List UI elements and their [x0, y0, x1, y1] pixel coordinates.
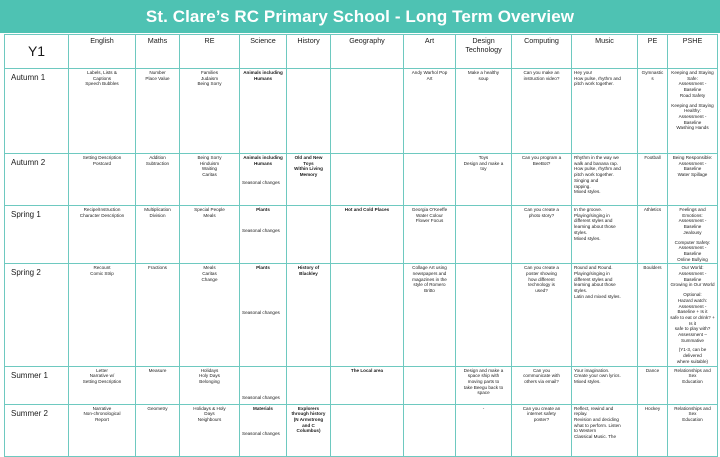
cell-line: BeeBot? — [532, 160, 551, 166]
cell-line: replay. — [574, 411, 588, 417]
cell-line: Explorers — [297, 405, 320, 411]
cell-line: Latin and mixed styles. — [574, 293, 621, 299]
subject-header: Art — [404, 35, 456, 69]
term-row — [5, 264, 718, 366]
cell-line: technology is — [528, 282, 555, 288]
science-cell — [240, 404, 287, 456]
cell-line: styles. — [574, 288, 588, 294]
cell-line: what to perform. Listen — [574, 422, 621, 428]
term-name: Summer 2 — [5, 404, 69, 456]
cell-line: Mixed styles. — [574, 378, 601, 384]
cell-line: Humans — [253, 75, 273, 81]
cell-line: Animals including — [243, 155, 283, 160]
cell-line: Road Safety — [679, 92, 706, 98]
term-name: Autumn 1 — [5, 69, 69, 154]
cell-line: Narrative w/ — [89, 373, 115, 379]
cell-line: Can you create an — [522, 405, 561, 411]
science-seasonal-note: Seasonal changes — [242, 394, 280, 400]
term-row — [5, 404, 718, 456]
geography-cell — [331, 206, 404, 264]
cell-line: through history — [291, 411, 326, 417]
re-cell — [180, 206, 240, 264]
cell-line: and C — [302, 422, 315, 428]
cell-line: Computer Safety: — [674, 239, 711, 245]
design-technology-cell — [456, 264, 512, 366]
cell-line: Assessment - Baseline — [678, 113, 707, 125]
cell-line: (Y1-3, can be delivered — [678, 347, 707, 359]
music-cell — [572, 404, 638, 456]
history-cell — [287, 154, 331, 206]
cell-line: Assessment - Baseline — [678, 271, 707, 282]
cell-line: Fractions — [148, 265, 167, 271]
cell-line: Narrative — [92, 405, 112, 411]
cell-line: Judaism — [200, 75, 219, 81]
overview-table — [4, 34, 718, 457]
art-cell — [404, 69, 456, 154]
cell-line: Character Description — [79, 212, 125, 218]
re-cell — [180, 366, 240, 404]
cell-line: poster? — [533, 416, 550, 422]
cell-line: poster showing — [526, 271, 557, 277]
cell-line: Meals — [203, 212, 216, 218]
geography-cell — [331, 366, 404, 404]
subject-header: Maths — [136, 35, 180, 69]
cell-line: magazines in the — [412, 276, 447, 282]
cell-line: Assessment – Summative — [678, 332, 707, 343]
cell-line: Hey you! — [574, 70, 593, 75]
term-name: Spring 2 — [5, 264, 69, 366]
cell-line: rapping. — [574, 183, 591, 189]
page-banner — [0, 0, 720, 33]
cell-line: Assessment - Baseline + Is it — [677, 303, 708, 315]
pshe-cell — [668, 366, 718, 404]
cell-line: Water Colour — [416, 212, 443, 218]
cell-line: Animals including — [243, 70, 283, 75]
science-seasonal-note: Seasonal changes — [242, 228, 280, 233]
cell-line: Non-chronological — [83, 411, 121, 417]
science-cell — [240, 206, 287, 264]
cell-line: Materials — [253, 405, 273, 411]
cell-line: Recipe/Instruction — [83, 207, 121, 212]
computing-cell — [512, 69, 572, 154]
page-title: St. Clare’s RC Primary School - Long Term Overview — [145, 6, 575, 26]
cell-line: Setting Description — [82, 378, 122, 384]
cell-line: Singing and — [574, 177, 599, 183]
english-cell — [69, 404, 136, 456]
cell-line: Measure — [148, 367, 167, 373]
cell-line: Art — [426, 75, 433, 81]
cell-line: Captions — [92, 75, 112, 81]
subject-header: Computing — [512, 35, 572, 69]
cell-line: Postcard — [92, 160, 112, 166]
maths-cell — [136, 366, 180, 404]
term-name: Spring 1 — [5, 206, 69, 264]
cell-line: Reflect, rewind and — [574, 405, 614, 411]
design-technology-cell — [456, 366, 512, 404]
english-cell — [69, 154, 136, 206]
cell-line: Assessment - Baseline — [678, 218, 707, 230]
subject-header: Science — [240, 35, 287, 69]
maths-cell — [136, 154, 180, 206]
cell-line: Plants — [256, 265, 270, 271]
science-cell — [240, 264, 287, 366]
english-cell — [69, 264, 136, 366]
cell-line: Athletics — [643, 207, 662, 212]
cell-line: Healthy: — [684, 108, 701, 114]
cell-line: Rhythm in the way we — [574, 155, 619, 160]
history-cell — [287, 404, 331, 456]
pshe-cell — [668, 69, 718, 154]
cell-line: Geometry — [147, 405, 168, 411]
cell-line: Make a healthy — [467, 70, 500, 75]
cell-line: Caritas — [202, 271, 217, 277]
cell-line: Online Bullying — [677, 256, 708, 262]
cell-line: Assessment - Baseline — [678, 160, 707, 172]
english-cell — [69, 366, 136, 404]
cell-line: soup — [478, 75, 489, 81]
cell-line: Days — [204, 411, 215, 417]
cell-line: Belonging — [199, 378, 220, 384]
cell-line: The Local area — [350, 367, 384, 373]
subject-header: PSHE — [668, 35, 718, 69]
cell-line: Can you program a — [521, 155, 562, 160]
pshe-cell — [668, 154, 718, 206]
cell-line: Classical Music. The — [574, 434, 617, 440]
cell-line: Report — [95, 416, 109, 422]
cell-line: Education — [682, 416, 703, 422]
cell-line: Keeping and Staying — [671, 102, 714, 108]
design-technology-cell — [456, 404, 512, 456]
cell-line: Assessment - Baseline — [678, 245, 707, 256]
cell-line: Andy Warhol Pop — [411, 70, 448, 75]
design-technology-cell — [456, 69, 512, 154]
cell-line: space ship with — [467, 373, 500, 379]
cell-line: Number — [149, 70, 166, 75]
cell-line: - — [482, 405, 485, 411]
cell-line: Our World: — [681, 265, 704, 271]
cell-line: Hot and Cold Places — [344, 207, 390, 212]
cell-line: Place Value — [145, 75, 170, 81]
science-seasonal-note: Seasonal changes — [242, 310, 280, 316]
cell-line: where suitable) — [676, 358, 709, 364]
cell-line: Recount — [93, 265, 111, 271]
science-cell — [240, 366, 287, 404]
re-cell — [180, 264, 240, 366]
computing-cell — [512, 366, 572, 404]
science-cell — [240, 154, 287, 206]
subject-header: PE — [638, 35, 668, 69]
history-cell — [287, 206, 331, 264]
cell-line: different styles and — [574, 218, 613, 224]
term-row — [5, 154, 718, 206]
term-row — [5, 206, 718, 264]
maths-cell — [136, 264, 180, 366]
cell-line: Speech Bubbles — [85, 81, 119, 87]
computing-cell — [512, 264, 572, 366]
music-cell — [572, 154, 638, 206]
cell-line: Change — [201, 276, 218, 282]
header-row — [5, 35, 718, 69]
geography-cell — [331, 264, 404, 366]
cell-line: Keeping and Staying Safe: — [671, 70, 714, 81]
art-cell — [404, 264, 456, 366]
cell-line: Being Sorry — [197, 81, 222, 87]
subject-header: English — [69, 35, 136, 69]
cell-line: Hazard watch: — [677, 297, 708, 303]
cell-line: How pulse, rhythm and — [574, 166, 621, 172]
re-cell — [180, 404, 240, 456]
music-cell — [572, 366, 638, 404]
cell-line: Holidays — [200, 367, 219, 373]
design-technology-cell — [456, 154, 512, 206]
term-name: Autumn 2 — [5, 154, 69, 206]
computing-cell — [512, 206, 572, 264]
cell-line: Create your own lyrics. — [574, 373, 621, 379]
cell-line: Relationships and Sex — [674, 367, 711, 379]
cell-line: Collage Art using — [412, 265, 447, 271]
cell-line: Division — [149, 212, 166, 218]
pe-cell — [638, 264, 668, 366]
pe-cell — [638, 154, 668, 206]
music-cell — [572, 69, 638, 154]
cell-line: Within Living — [294, 166, 323, 172]
term-row — [5, 366, 718, 404]
cell-line: Growing in Our World — [670, 282, 715, 288]
cell-line: Can you create a — [524, 265, 559, 271]
cell-line: photo story? — [528, 212, 555, 218]
computing-cell — [512, 404, 572, 456]
cell-line: How pulse, rhythm and — [574, 75, 621, 81]
geography-cell — [331, 154, 404, 206]
cell-line: Washing Hands — [676, 125, 709, 131]
subject-header: Geography — [331, 35, 404, 69]
cell-line: Relationships and Sex — [674, 405, 711, 417]
pshe-cell — [668, 206, 718, 264]
history-cell — [287, 69, 331, 154]
pe-cell — [638, 366, 668, 404]
cell-line: Gymnastic — [641, 70, 664, 75]
maths-cell — [136, 69, 180, 154]
cell-line: Special People — [194, 207, 225, 212]
subject-header: History — [287, 35, 331, 69]
cell-line: Can you create a — [524, 207, 559, 212]
cell-line: Comic Strip — [90, 271, 114, 277]
cell-line: take Beegu back to — [463, 384, 504, 390]
cell-line: Memory — [299, 172, 318, 178]
cell-line: (N Armstrong — [293, 416, 324, 422]
cell-line: Toys — [478, 155, 489, 160]
cell-line: Subtraction — [145, 160, 170, 166]
subject-header: RE — [180, 35, 240, 69]
cell-line: Holy Days — [199, 373, 220, 379]
re-cell — [180, 154, 240, 206]
cell-line: Playing/singing in — [574, 212, 610, 218]
cell-line: styles. — [574, 229, 588, 235]
cell-line: Waiting — [201, 166, 218, 172]
cell-line: Families — [200, 70, 219, 75]
art-cell — [404, 154, 456, 206]
subject-header: Music — [572, 35, 638, 69]
term-row — [5, 69, 718, 154]
history-cell — [287, 366, 331, 404]
cell-line: Toys — [303, 160, 314, 166]
cell-line: Playing/singing in — [574, 271, 610, 277]
cell-line: Water Spillage — [677, 172, 708, 178]
cell-line: Your imagination. — [574, 367, 610, 373]
cell-line: Being Sorry — [197, 155, 222, 160]
design-technology-cell — [456, 206, 512, 264]
cell-line: Revision and deciding — [574, 416, 619, 422]
pe-cell — [638, 206, 668, 264]
cell-line: Feelings and Emotions: — [679, 207, 706, 218]
cell-line: Can you make an — [523, 70, 560, 75]
art-cell — [404, 366, 456, 404]
cell-line: Addition — [149, 155, 166, 160]
cell-line: Optional: — [683, 292, 702, 298]
cell-line: Round and Round. — [574, 265, 613, 271]
geography-cell — [331, 404, 404, 456]
cell-line: Hockey — [644, 405, 661, 411]
cell-line: Flower Focus — [415, 218, 444, 224]
cell-line: In the groove. — [574, 207, 603, 212]
cell-line: learning about those — [574, 224, 616, 230]
pshe-cell — [668, 264, 718, 366]
cell-line: space — [477, 390, 490, 396]
cell-line: Meals — [203, 265, 216, 271]
cell-line: Letter — [96, 367, 108, 373]
cell-line: Mixed styles. — [574, 235, 601, 241]
maths-cell — [136, 206, 180, 264]
cell-line: Can you — [532, 367, 551, 373]
cell-line: pitch work together. — [574, 172, 614, 178]
cell-line: how different — [528, 276, 555, 282]
science-seasonal-note: Seasonal changes — [242, 180, 280, 185]
art-cell — [404, 206, 456, 264]
cell-line: History of — [297, 265, 320, 271]
cell-line: pitch work together. — [574, 81, 614, 87]
cell-line: Mixed styles. — [574, 189, 601, 195]
cell-line: moving parts to — [467, 378, 500, 384]
pshe-cell — [668, 404, 718, 456]
cell-line: safe to play with? — [674, 326, 711, 332]
cell-line: Old and New — [294, 155, 323, 160]
cell-line: Being Responsible: — [672, 155, 713, 160]
computing-cell — [512, 154, 572, 206]
cell-line: safe to eat or drink? + Is it — [670, 314, 715, 326]
cell-line: Hinduism — [199, 160, 220, 166]
cell-line: others via email? — [524, 378, 559, 384]
cell-line: s — [651, 75, 654, 81]
geography-cell — [331, 69, 404, 154]
pe-cell — [638, 404, 668, 456]
pe-cell — [638, 69, 668, 154]
science-cell — [240, 69, 287, 154]
cell-line: Blackley — [299, 271, 318, 277]
cell-line: style of Romero — [413, 282, 446, 288]
cell-line: Caritas — [202, 172, 217, 178]
cell-line: Education — [682, 378, 703, 384]
cell-line: used? — [535, 288, 548, 294]
subject-header: Design Technology — [456, 35, 512, 69]
cell-line: newspapers and — [412, 271, 447, 277]
cell-line: Football — [644, 155, 661, 160]
cell-line: Neighbours — [197, 416, 222, 422]
cell-line: different styles and — [574, 276, 613, 282]
english-cell — [69, 206, 136, 264]
maths-cell — [136, 404, 180, 456]
cell-line: walk and banana rap. — [574, 160, 618, 166]
cell-line: internet safety — [527, 411, 556, 417]
cell-line: to Western — [574, 428, 597, 434]
cell-line: Setting Description — [82, 155, 122, 160]
cell-line: Holidays & Holy — [193, 405, 226, 411]
cell-line: Design and make a — [463, 367, 504, 373]
history-cell — [287, 264, 331, 366]
term-name: Summer 1 — [5, 366, 69, 404]
english-cell — [69, 69, 136, 154]
cell-line: instruction video? — [523, 75, 560, 81]
cell-line: Assessment - Baseline — [678, 81, 707, 93]
cell-line: Design and make a — [463, 160, 504, 166]
art-cell — [404, 404, 456, 456]
cell-line: communicate with — [523, 373, 560, 379]
cell-line: Boulders — [643, 265, 662, 271]
cell-line: learning about those — [574, 282, 616, 288]
cell-line: toy — [480, 166, 487, 172]
cell-line: Plants — [256, 207, 270, 212]
science-seasonal-note: Seasonal changes — [242, 430, 280, 436]
cell-line: Humans — [253, 160, 273, 166]
music-cell — [572, 264, 638, 366]
cell-line: Dance — [645, 367, 660, 373]
cell-line: Britto — [424, 288, 435, 294]
cell-line: Jealousy — [683, 229, 702, 235]
cell-line: Columbus) — [296, 428, 321, 434]
cell-line: Multiplication — [144, 207, 171, 212]
year-label: Y1 — [5, 35, 69, 69]
music-cell — [572, 206, 638, 264]
cell-line: Labels, Lists & — [87, 70, 117, 75]
re-cell — [180, 69, 240, 154]
cell-line: Georgia O’Keeffe — [411, 207, 448, 212]
